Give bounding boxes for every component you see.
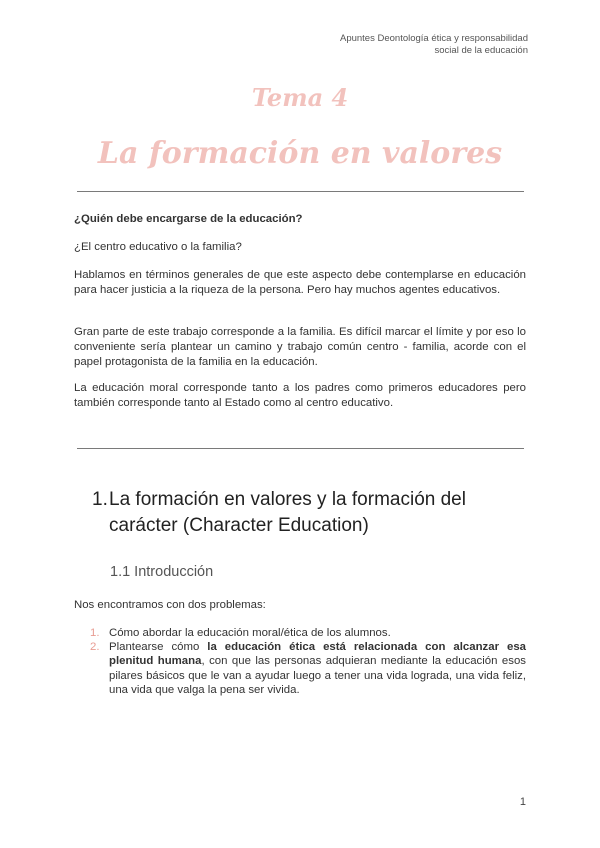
problem-list: [74, 626, 526, 697]
list-item-text: Cómo abordar la educación moral/ética de los alumnos.: [109, 627, 391, 639]
section-heading-text: La formación en valores y la formación del carácter (Character Education): [109, 489, 466, 536]
header-line-2: social de la educación: [434, 45, 528, 56]
intro-question: ¿Quién debe encargarse de la educación?: [74, 213, 303, 225]
subsection-heading: 1.1 Introducción: [110, 564, 214, 580]
list-item: [74, 640, 526, 697]
intro-paragraph-1: Hablamos en términos generales de que este aspecto debe contemplarse en educación para hacer justicia a la riqueza de la persona. Pero hay muchos agentes educativos.: [74, 269, 526, 296]
intro-paragraph-2: Gran parte de este trabajo corresponde a la familia. Es difícil marcar el límite y por eso lo conveniente sería plantear un camino y trabajo común centro - familia, acorde con el papel protagonista de la familia en la educación.: [74, 326, 526, 368]
list-number: 2.: [90, 641, 100, 654]
running-header: [268, 33, 528, 57]
divider-top: [77, 191, 524, 192]
intro-paragraph-3: La educación moral corresponde tanto a los padres como primeros educadores pero también corresponde tanto al Estado como al centro educativo.: [74, 382, 526, 409]
list-item: [74, 626, 526, 640]
list-item-text-rest: , con que las personas adquieran mediante la educación esos pilares básicos que le van a ayudar luego a tener una vida lograda, una vida feliz, una vida que valga la pena ser vivida.: [109, 655, 526, 696]
list-item-emphasis: la educación ética está relacionada con alcanzar esa plenitud humana: [109, 641, 526, 668]
section-heading: [92, 487, 522, 539]
list-number: 1.: [90, 627, 100, 639]
header-line-1: Apuntes Deontología ética y responsabilidad: [339, 33, 528, 44]
section-lead: Nos encontramos con dos problemas:: [74, 599, 266, 611]
topic-title: Tema 4: [251, 83, 349, 112]
page-number: 1: [519, 796, 526, 808]
section-number: 1.: [92, 489, 108, 510]
page-title: La formación en valores: [97, 136, 503, 171]
divider-middle: [77, 448, 524, 449]
list-item-text: Plantearse cómo: [109, 641, 208, 654]
intro-subquestion: ¿El centro educativo o la familia?: [74, 241, 242, 253]
